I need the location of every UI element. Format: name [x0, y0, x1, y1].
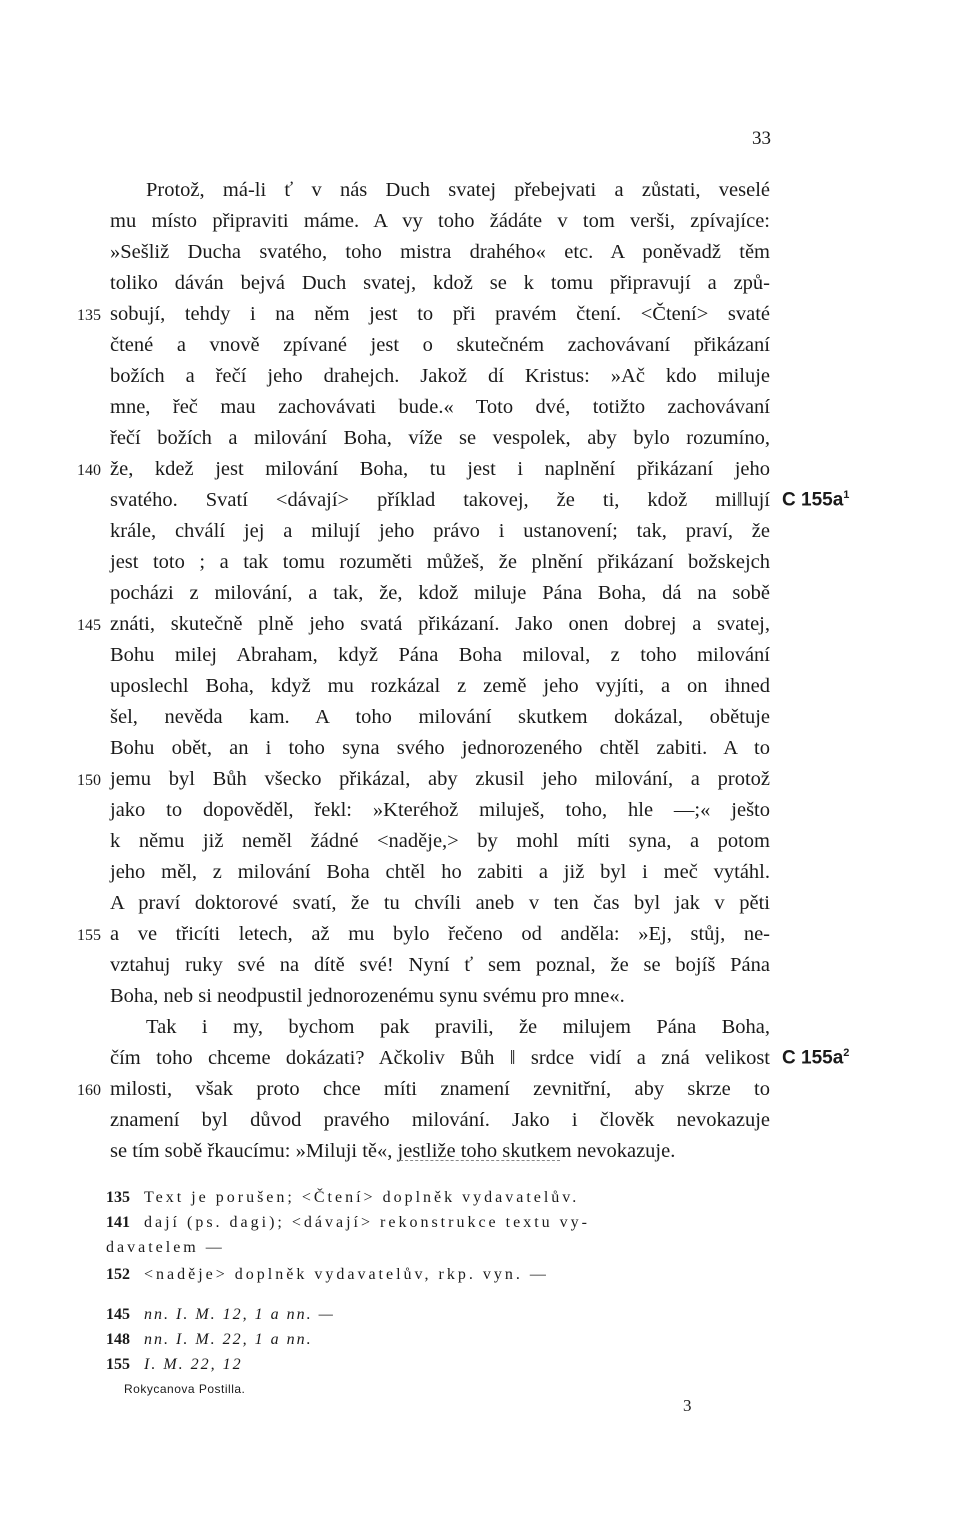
running-footer: Rokycanova Postilla. [124, 1382, 246, 1396]
footnote-divider [400, 1160, 560, 1161]
text-critical-note: davatelem — [106, 1239, 225, 1256]
text-line: pocházi z milování, a tak, že, kdož miluje Pána Boha, dá na sobě [110, 582, 770, 604]
text-line: uposlechl Boha, když mu rozkázal z země jeho vyjíti, a on ihned [110, 675, 770, 697]
text-line: jako to dopověděl, řekl: »Kteréhož miluješ, toho, hle —;« ješto [110, 799, 770, 821]
text-line: vztahuj ruky své na dítě své! Nyní ť sem poznal, že se bojíš Pána [110, 954, 770, 976]
text-line: 145 znáti, skutečně plně jeho svatá přikázaní. Jako onen dobrej a svatej, [77, 613, 770, 635]
source-note: 155 I. M. 22, 12 [106, 1356, 243, 1373]
text-line: 140 že, kdež jest milování Boha, tu jest i naplnění přikázaní jeho [77, 458, 770, 480]
text-line: Boha, neb si neodpustil jednorozenému synu svému pro mne«. [110, 985, 625, 1007]
text-line: božích a řečí jeho drahejch. Jakož dí Kristus: »Ač kdo miluje [110, 365, 770, 387]
text-line: čtené a vnově zpívané jest o skutečném zachovávaní přikázaní [110, 334, 770, 356]
text-line: jeho měl, z milování Boha chtěl ho zabiti a již byl i meč vytáhl. [110, 861, 770, 883]
text-line: Protož, má-li ť v nás Duch svatej přebejvati a zůstati, veselé [146, 179, 770, 201]
text-line: svatého. Svatí <dávají> příklad takovej, že ti, kdož mi‖lují [110, 489, 770, 511]
text-line: se tím sobě řkaucímu: »Miluji tě«, jestliže toho skutkem nevokazuje. [110, 1140, 676, 1162]
text-line: mne, řeč mau zachovávati bude.« Toto dvé, totižto zachovávaní [110, 396, 770, 418]
source-note: 148 nn. I. M. 22, 1 a nn. [106, 1331, 313, 1348]
source-note: 145 nn. I. M. 12, 1 a nn. — [106, 1306, 335, 1323]
text-critical-note: 141 dají (ps. dagi); <dávají> rekonstrukce textu vy- [106, 1214, 590, 1231]
text-line: k němu již neměl žádné <naděje,> by mohl míti syna, a potom [110, 830, 770, 852]
signature-mark: 3 [683, 1396, 692, 1415]
text-line: 155 a ve třicíti letech, až mu bylo řečeno od anděla: »Ej, stůj, ne- [77, 923, 770, 945]
text-line: 160 milosti, však proto chce míti znamení zevnitřní, aby skrze to [77, 1078, 770, 1100]
text-line: znamení byl důvod pravého milování. Jako i člověk nevokazuje [110, 1109, 770, 1131]
text-line: krále, chválí jej a milují jeho právo i ustanovení; tak, praví, že [110, 520, 770, 542]
text-line: Tak i my, bychom pak pravili, že milujem Pána Boha, [146, 1016, 770, 1038]
text-line: jest toto ; a tak tomu rozuměti můžeš, že plnění přikázaní božskejch [110, 551, 770, 573]
text-line: »Sešliž Ducha svatého, toho mistra drahého« etc. A poněvadž těm [110, 241, 770, 263]
text-line: 135 sobují, tehdy i na něm jest to při pravém čtení. <Čtení> svaté [77, 303, 770, 325]
margin-reference: C $155a^2$ [782, 1047, 850, 1069]
text-line: A praví doktorové svatí, že tu chvíli aneb v ten čas byl jak v pěti [110, 892, 770, 914]
text-line: čím toho chceme dokázati? Ačkoliv Bůh ‖ srdce vidí a zná velikost [110, 1047, 770, 1069]
page-number: 33 [752, 128, 771, 149]
text-line: toliko dáván bejvá Duch svatej, kdož se k tomu připravují a způ- [110, 272, 770, 294]
text-critical-note: 152 <naděje> doplněk vydavatelův, rkp. vyn. — [106, 1266, 549, 1283]
text-line: Bohu milej Abraham, když Pána Boha miloval, z toho milování [110, 644, 770, 666]
text-line: řečí božích a milování Boha, víže se vespolek, aby bylo rozumíno, [110, 427, 770, 449]
text-line: Bohu obět, an i toho syna svého jednorozeného chtěl zabiti. A to [110, 737, 770, 759]
text-line: šel, nevěda kam. A toho milování skutkem dokázal, obětuje [110, 706, 770, 728]
text-line: 150 jemu byl Bůh všecko přikázal, aby zkusil jeho milování, a protož [77, 768, 770, 790]
text-line: mu místo připraviti máme. A vy toho žádáte v tom verši, zpívajíce: [110, 210, 770, 232]
text-critical-note: 135 Text je porušen; <Čtení> doplněk vydavatelův. [106, 1189, 580, 1206]
margin-reference: C $155a^1$ [782, 489, 850, 511]
